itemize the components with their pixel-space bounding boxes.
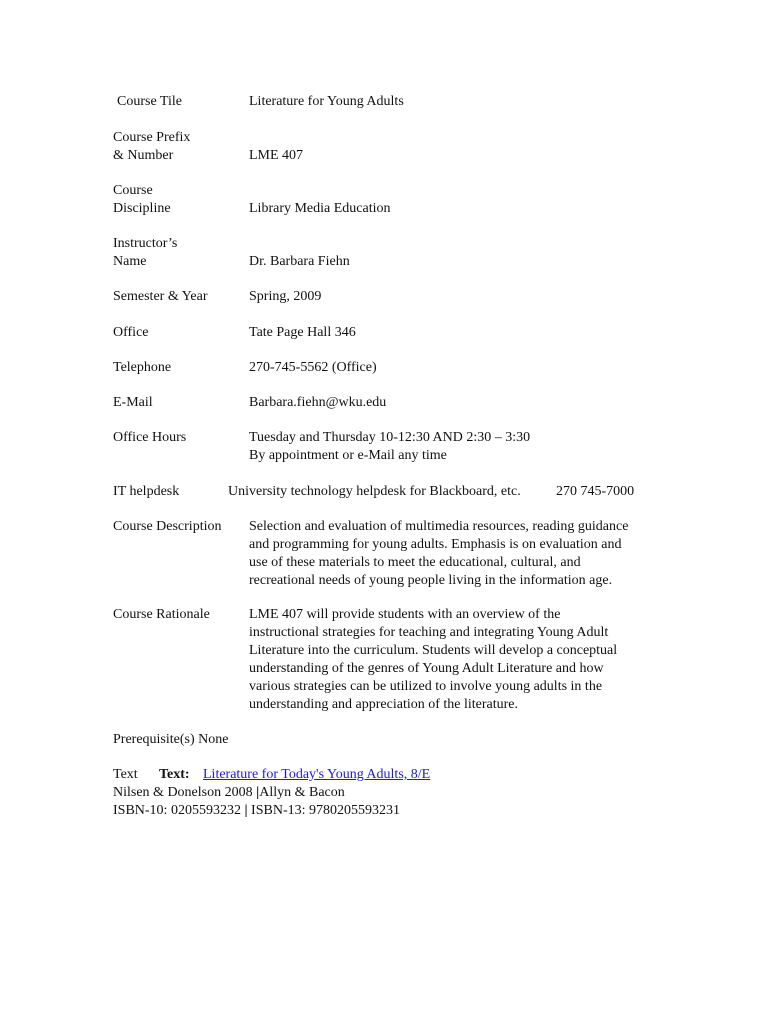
course-discipline-value: Library Media Education	[249, 201, 391, 216]
office-hours-line: Tuesday and Thursday 10-12:30 AND 2:30 – 3:30	[249, 430, 531, 445]
office-label: Office	[113, 325, 149, 340]
course-prefix-label-line1: Course Prefix	[113, 130, 191, 145]
course-rationale-line: LME 407 will provide students with an overview of the	[249, 607, 561, 622]
course-description-line: use of these materials to meet the educational, cultural, and	[249, 555, 581, 570]
instructor-label-line1: Instructor’s	[113, 236, 178, 251]
course-rationale-line: understanding of the genres of Young Adult Literature and how	[249, 661, 604, 676]
textbook-link[interactable]: Literature for Today's Young Adults, 8/E	[203, 767, 431, 782]
course-description-line: and programming for young adults. Emphasis is on evaluation and	[249, 537, 622, 552]
course-title-label: Course Tile	[117, 94, 182, 109]
instructor-value: Dr. Barbara Fiehn	[249, 254, 350, 269]
isbn-13: ISBN-13: 9780205593231	[251, 803, 400, 818]
course-description-label: Course Description	[113, 519, 222, 534]
isbn-10: ISBN-10: 0205593232	[113, 803, 241, 818]
separator: |	[244, 803, 248, 818]
office-hours-line: By appointment or e-Mail any time	[249, 448, 447, 463]
office-value: Tate Page Hall 346	[249, 325, 356, 340]
text-label: Text	[113, 767, 138, 782]
course-rationale-label: Course Rationale	[113, 607, 210, 622]
course-description-line: recreational needs of young people living in the information age.	[249, 573, 613, 588]
course-discipline-label-line2: Discipline	[113, 201, 171, 216]
semester-label: Semester & Year	[113, 289, 208, 304]
it-helpdesk-label: IT helpdesk	[113, 484, 180, 499]
course-rationale-line: instructional strategies for teaching and integrating Young Adult	[249, 625, 609, 640]
course-prefix-label-line2: & Number	[113, 148, 174, 163]
office-hours-label: Office Hours	[113, 430, 187, 445]
telephone-value: 270-745-5562 (Office)	[249, 360, 377, 375]
course-title-value: Literature for Young Adults	[249, 94, 404, 109]
text-bold-label: Text:	[159, 767, 190, 782]
textbook-publication	[113, 784, 345, 802]
it-helpdesk-value: University technology helpdesk for Blackboard, etc.	[228, 484, 521, 499]
email-value: Barbara.fiehn@wku.edu	[249, 395, 387, 410]
course-rationale-line: Literature into the curriculum. Students will develop a conceptual	[249, 643, 618, 658]
course-prefix-value: LME 407	[249, 148, 304, 163]
it-helpdesk-phone: 270 745-7000	[556, 484, 635, 499]
textbook-authors: Nilsen & Donelson 2008	[113, 785, 253, 800]
textbook-isbn	[113, 802, 400, 820]
semester-value: Spring, 2009	[249, 289, 322, 304]
email-label: E-Mail	[113, 395, 153, 410]
course-description-line: Selection and evaluation of multimedia resources, reading guidance	[249, 519, 629, 534]
prerequisite-text: Prerequisite(s) None	[113, 732, 229, 747]
textbook-publisher: Allyn & Bacon	[259, 785, 345, 800]
course-rationale-line: understanding and appreciation of the literature.	[249, 697, 519, 712]
instructor-label-line2: Name	[113, 254, 147, 269]
course-rationale-line: various strategies can be utilized to involve young adults in the	[249, 679, 603, 694]
telephone-label: Telephone	[113, 360, 172, 375]
separator: |	[256, 785, 260, 800]
course-discipline-label-line1: Course	[113, 183, 153, 198]
